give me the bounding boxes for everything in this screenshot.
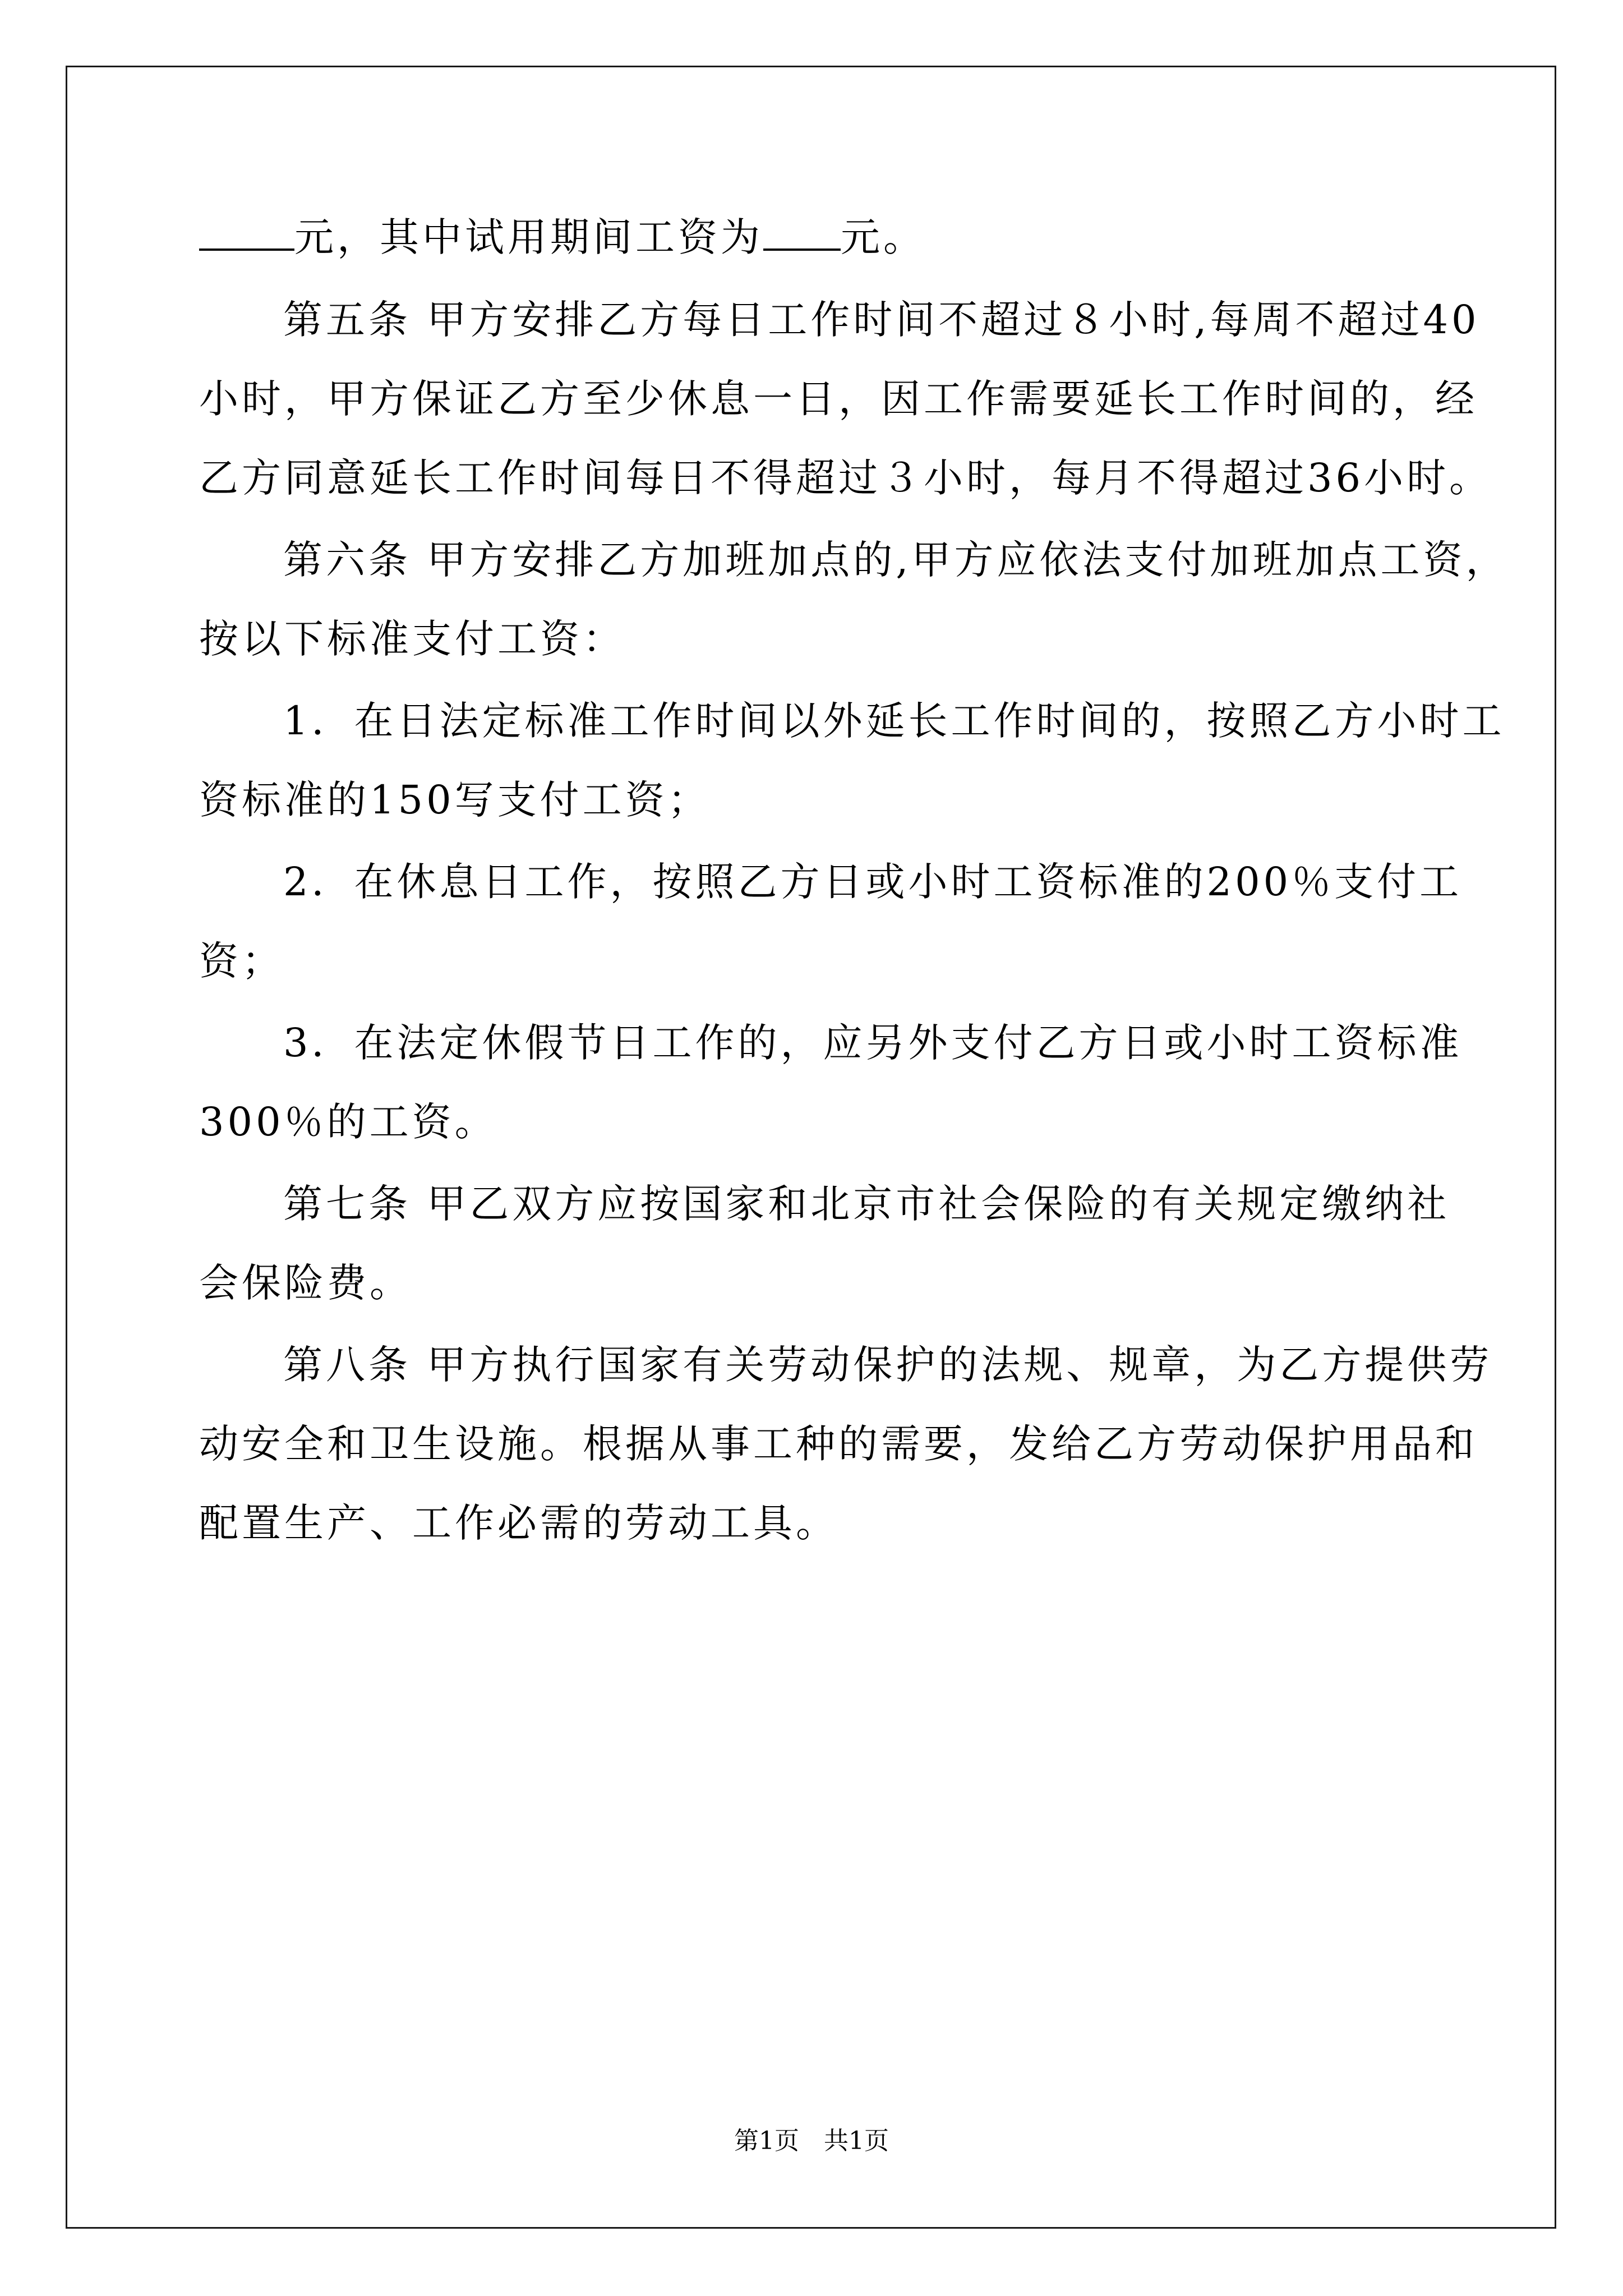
clause-5-line-1: 第五条 甲方安排乙方每日工作时间不超过８小时,每周不超过40	[283, 297, 1480, 343]
line-0-text: 元，其中试用期间工资为	[294, 214, 763, 260]
text-line-0	[199, 214, 926, 260]
clause-7-line-2: 会保险费。	[199, 1260, 412, 1306]
clause-5-line-2: 小时，甲方保证乙方至少休息一日，因工作需要延长工作时间的，经	[199, 376, 1478, 422]
item-2-line-2: 资；	[199, 938, 284, 984]
item-1-line-2: 资标准的150写支付工资；	[199, 777, 711, 823]
blank-field-probation-salary	[763, 219, 841, 251]
clause-7-line-1: 第七条 甲乙双方应按国家和北京市社会保险的有关规定缴纳社	[283, 1181, 1450, 1227]
item-3-line-2: 300％的工资。	[199, 1099, 497, 1145]
clause-8-line-3: 配置生产、工作必需的劳动工具。	[199, 1500, 838, 1546]
clause-5-line-3: 乙方同意延长工作时间每日不得超过３小时，每月不得超过36小时。	[199, 455, 1492, 501]
clause-8-line-1: 第八条 甲方执行国家有关劳动保护的法规、规章，为乙方提供劳	[283, 1342, 1493, 1388]
line-0-tail: 元。	[841, 214, 926, 260]
clause-8-line-2: 动安全和卫生设施。根据从事工种的需要，发给乙方劳动保护用品和	[199, 1421, 1478, 1467]
item-3-line-1: 3．在法定休假节日工作的，应另外支付乙方日或小时工资标准	[283, 1020, 1463, 1066]
clause-6-line-2: 按以下标准支付工资：	[199, 616, 625, 662]
item-2-line-1: 2．在休息日工作，按照乙方日或小时工资标准的200％支付工	[283, 859, 1463, 905]
blank-field-salary	[199, 219, 294, 251]
page-number-footer: 第1页 共1页	[734, 2127, 889, 2155]
item-1-line-1: 1．在日法定标准工作时间以外延长工作时间的，按照乙方小时工	[283, 698, 1505, 744]
clause-6-line-1: 第六条 甲方安排乙方加班加点的,甲方应依法支付加班加点工资，	[283, 537, 1509, 583]
